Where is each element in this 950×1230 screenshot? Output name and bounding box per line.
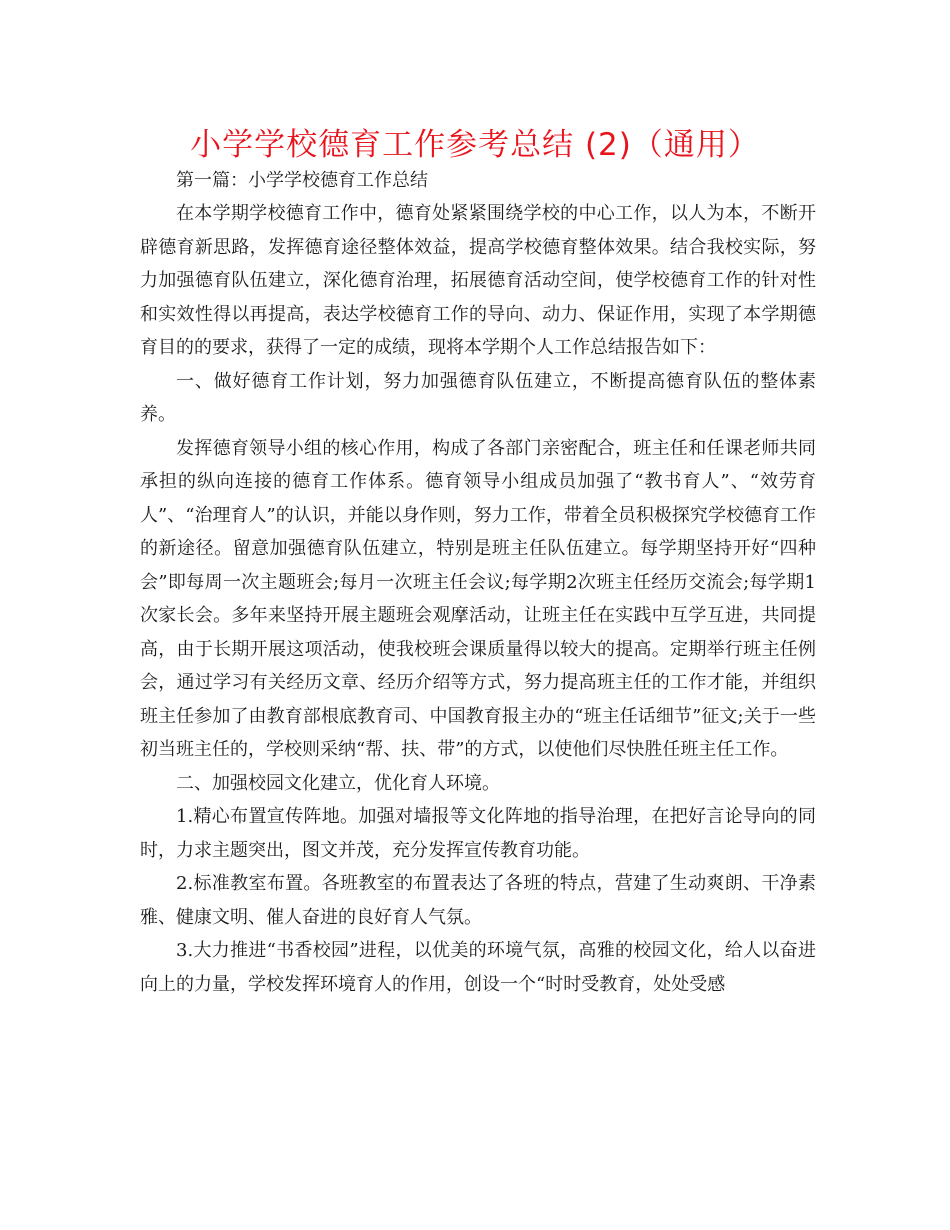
document-title: 小学学校德育工作参考总结 (2)（通用）: [190, 127, 760, 163]
paragraph-item-2: 2.标准教室布置。各班教室的布置表达了各班的特点，营建了生动爽朗、干净素雅、健康文明、催人奋进的良好育人气氛。: [140, 873, 816, 928]
paragraph-item-3: 3.大力推进“书香校园”进程，以优美的环境气氛，高雅的校园文化，给人以奋进向上的力量，学校发挥环境育人的作用，创设一个“时时受教育，处处受感: [140, 940, 816, 995]
paragraph-intro: 在本学期学校德育工作中，德育处紧紧围绕学校的中心工作，以人为本，不断开辟德育新思路，发挥德育途径整体效益，提高学校德育整体效果。结合我校实际，努力加强德育队伍建立，深化德育治理，拓展德育活动空间，使学校德育工作的针对性和实效性得以再提高，表达学校德育工作的导向、动力、保证作用，实现了本学期德育目的的要求，获得了一定的成绩，现将本学期个人工作总结报告如下：: [140, 203, 816, 358]
heading-section-two: 二、加强校园文化建立，优化育人环境。: [176, 772, 500, 794]
paragraph-item-1: 1.精心布置宣传阵地。加强对墙报等文化阵地的指导治理，在把好言论导向的同时，力求主题突出，图文并茂，充分发挥宣传教育功能。: [140, 806, 816, 861]
paragraph-section-one: 发挥德育领导小组的核心作用，构成了各部门亲密配合，班主任和任课老师共同承担的纵向连接的德育工作体系。德育领导小组成员加强了“教书育人”、“效劳育人”、“治理育人”的认识，并能以身作则，努力工作，带着全员积极探究学校德育工作的新途径。留意加强德育队伍建立，特别是班主任队伍建立。每学期坚持开好“四种会”即每周一次主题班会;每月一次班主任会议;每学期2次班主任经历交流会;每学期1次家长会。多年来坚持开展主题班会观摩活动，让班主任在实践中互学互进，共同提高，由于长期开展这项活动，使我校班会课质量得以较大的提高。定期举行班主任例会，通过学习有关经历文章、经历介绍等方式，努力提高班主任的工作才能，并组织班主任参加了由教育部根底教育司、中国教育报主办的“班主任话细节”征文;关于一些初当班主任的，学校则采纳“帮、扶、带”的方式，以使他们尽快胜任班主任工作。: [140, 437, 816, 760]
heading-section-one: 一、做好德育工作计划，努力加强德育队伍建立，不断提高德育队伍的整体素养。: [140, 370, 816, 425]
document-body: [140, 164, 816, 1001]
section-subtitle: 第一篇：小学学校德育工作总结: [176, 170, 428, 191]
